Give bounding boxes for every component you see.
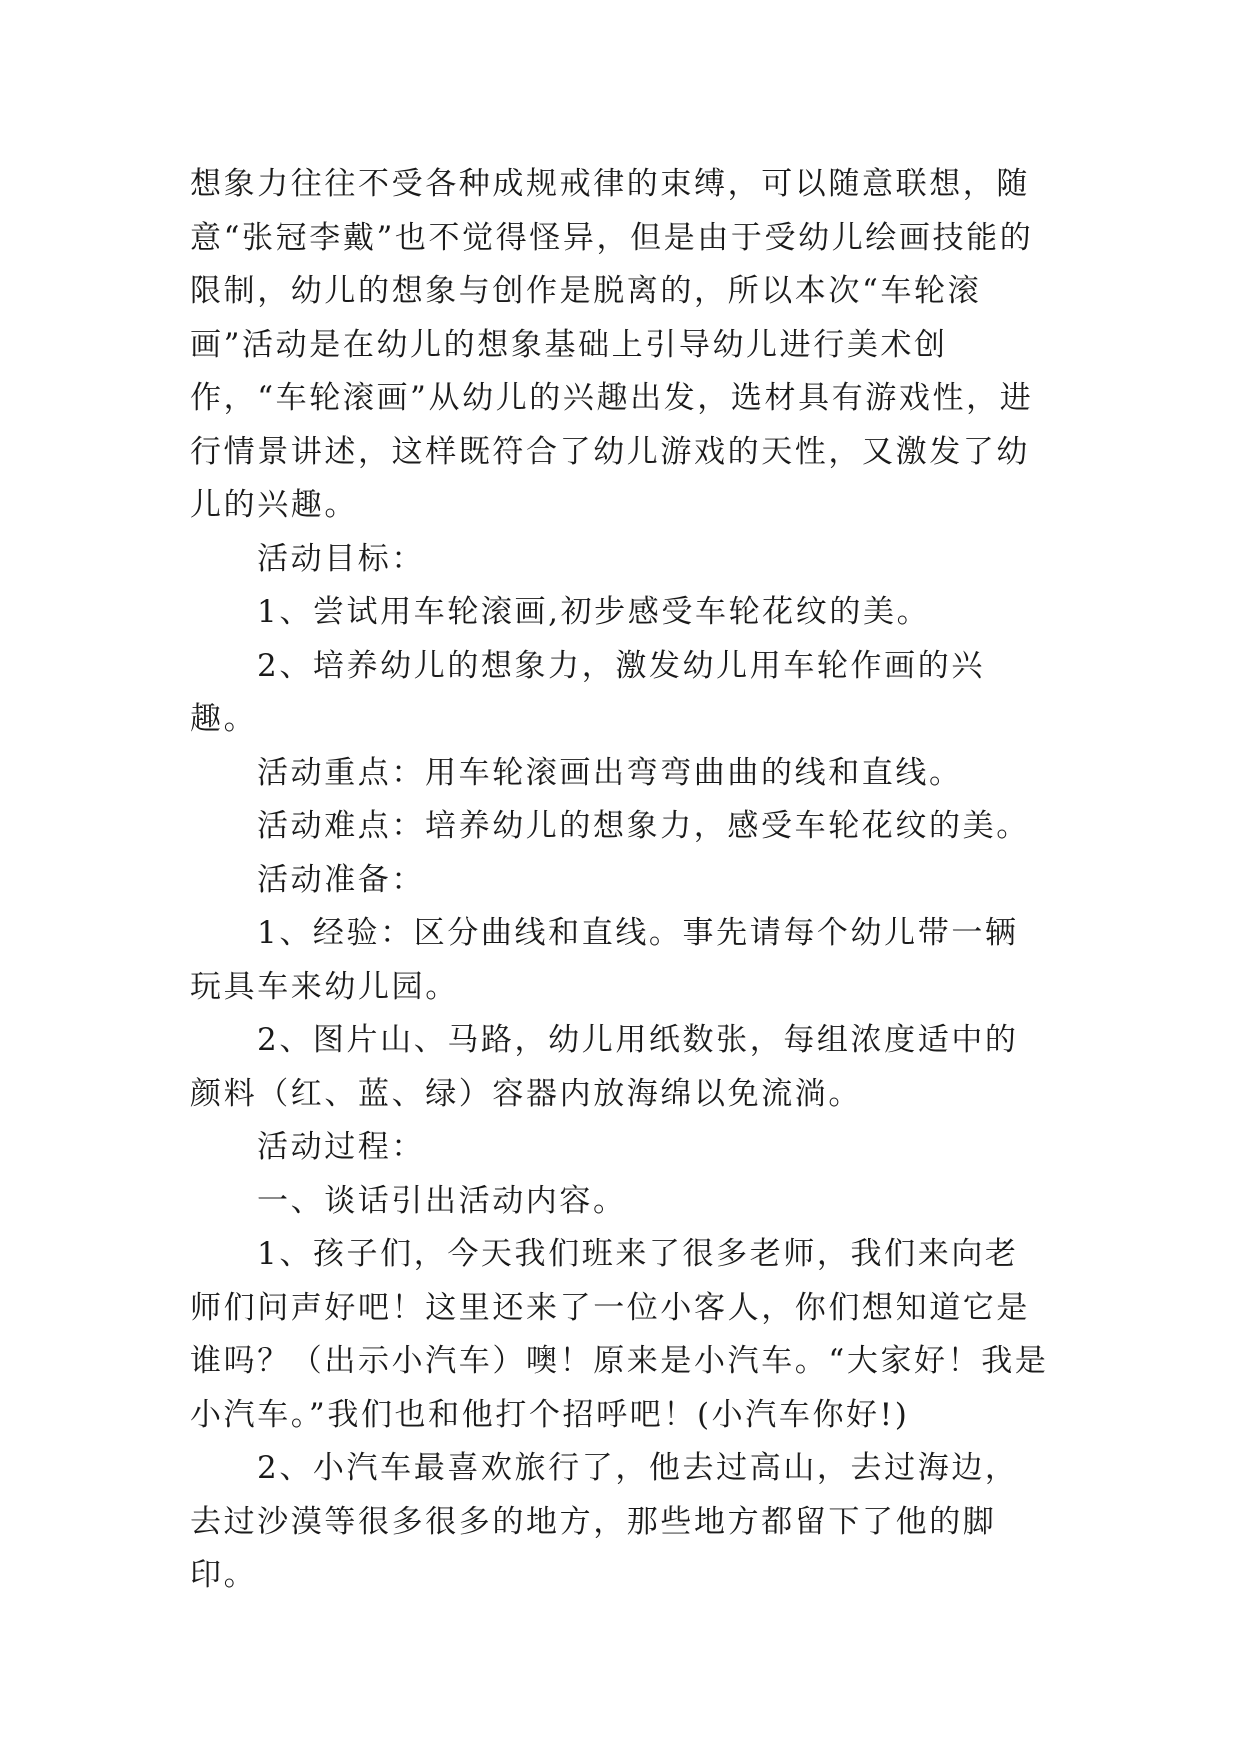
activity-difficulty: 活动难点：培养幼儿的想象力，感受车轮花纹的美。 [257, 808, 1030, 844]
document-body [190, 158, 1050, 1603]
goal-item-1: 1、尝试用车轮滚画,初步感受车轮花纹的美。 [257, 594, 931, 630]
process-section-1-title: 一、谈话引出活动内容。 [257, 1182, 627, 1219]
goal-item-2: 2、培养幼儿的想象力，激发幼儿用车轮作画的兴趣。 [190, 647, 985, 737]
heading-activity-goals: 活动目标： [257, 540, 425, 577]
activity-key-point: 活动重点：用车轮滚画出弯弯曲曲的线和直线。 [257, 754, 963, 791]
preparation-item-1: 1、经验：区分曲线和直线。事先请每个幼儿带一辆玩具车来幼儿园。 [190, 915, 1019, 1005]
heading-activity-preparation: 活动准备： [257, 861, 425, 898]
process-step-1: 1、孩子们，今天我们班来了很多老师，我们来向老师们问声好吧！这里还来了一位小客人，你们想知道它是谁吗？（出示小汽车）噢！原来是小汽车。“大家好！我是小汽车。”我们也和他打个招呼吧！(小汽车你好!) [190, 1236, 1049, 1433]
process-step-2: 2、小汽车最喜欢旅行了，他去过高山，去过海边，去过沙漠等很多很多的地方，那些地方都留下了他的脚印。 [190, 1450, 1019, 1593]
paragraph-intro-continued: 想象力往往不受各种成规戒律的束缚，可以随意联想，随意“张冠李戴”也不觉得怪异，但是由于受幼儿绘画技能的限制，幼儿的想象与创作是脱离的，所以本次“车轮滚画”活动是在幼儿的想象基础上引导幼儿进行美术创作，“车轮滚画”从幼儿的兴趣出发，选材具有游戏性，进行情景讲述，这样既符合了幼儿游戏的天性，又激发了幼儿的兴趣。 [190, 166, 1034, 523]
heading-activity-process: 活动过程： [257, 1129, 425, 1165]
preparation-item-2: 2、图片山、马路，幼儿用纸数张，每组浓度适中的颜料（红、蓝、绿）容器内放海绵以免流淌。 [190, 1022, 1019, 1112]
